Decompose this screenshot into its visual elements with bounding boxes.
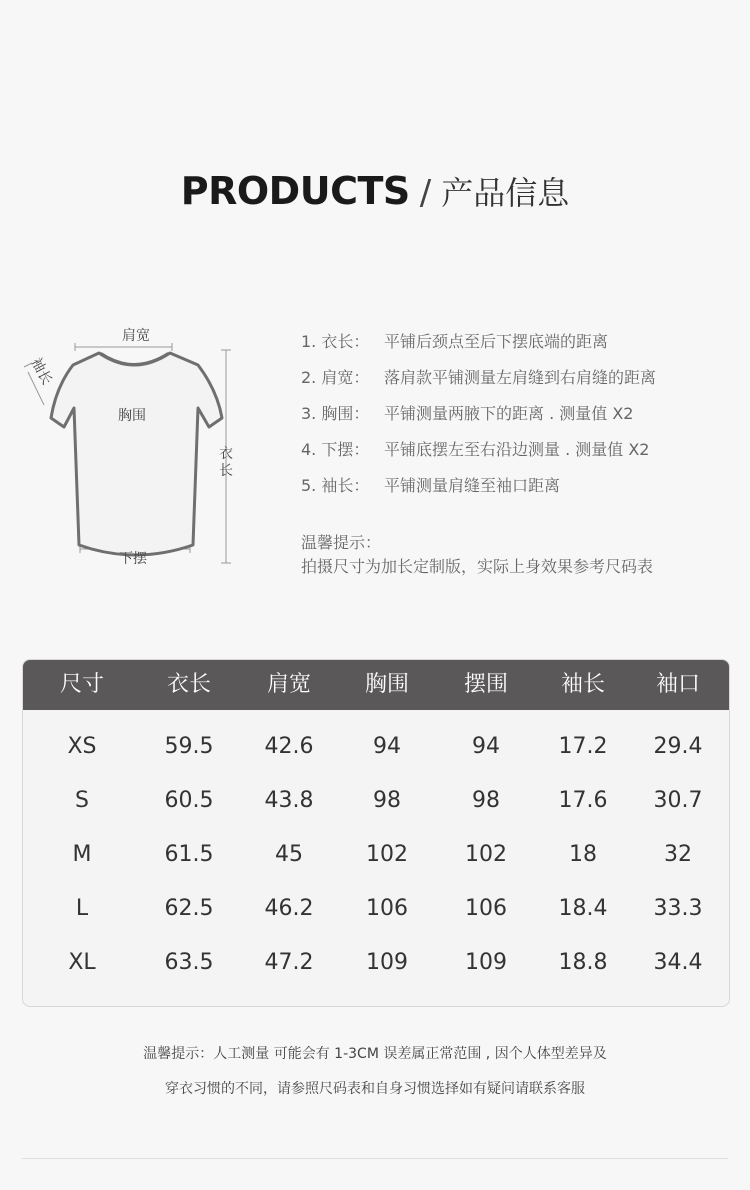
table-cell: 62.5 [164, 896, 214, 921]
table-cell: 94 [472, 734, 500, 759]
tips-text: 拍摄尺寸为加长定制版，实际上身效果参考尺码表 [301, 557, 654, 576]
footer-note-line-2: 穿衣习惯的不同，请参照尺码表和自身习惯选择如有疑问请联系客服 [165, 1081, 585, 1097]
table-cell: 109 [366, 950, 408, 975]
header-cell: 肩宽 [266, 672, 311, 697]
table-cell: 98 [373, 788, 401, 813]
table-cell: 17.6 [558, 788, 608, 813]
table-cell: 18.4 [558, 896, 608, 921]
table-cell: 59.5 [164, 734, 214, 759]
spec-item: 3. 胸围： 平铺测量两腋下的距离 . 测量值 X2 [301, 404, 634, 423]
table-cell: 32 [664, 842, 692, 867]
table-cell: 34.4 [653, 950, 703, 975]
table-cell: 109 [465, 950, 507, 975]
table-cell: 30.7 [653, 788, 703, 813]
spec-item: 5. 袖长： 平铺测量肩缝至袖口距离 [301, 476, 561, 495]
photo-tips [301, 531, 653, 579]
spec-item: 4. 下摆： 平铺底摆左至右沿边测量 . 测量值 X2 [301, 440, 650, 459]
sleeve-label: 袖长 [27, 355, 55, 388]
table-cell: 60.5 [164, 788, 214, 813]
table-cell: 47.2 [264, 950, 314, 975]
measurement-specs [301, 330, 656, 510]
title-english: PRODUCTS [180, 169, 410, 213]
tips-label: 温馨提示： [301, 533, 382, 552]
title-separator: / [419, 173, 432, 213]
header-cell: 尺寸 [59, 672, 104, 697]
table-body [23, 710, 729, 990]
table-row [23, 774, 729, 828]
header-cell: 衣长 [166, 672, 211, 697]
table-cell: 29.4 [653, 734, 703, 759]
table-cell: 98 [472, 788, 500, 813]
table-cell: 61.5 [164, 842, 214, 867]
size-table [22, 659, 730, 1007]
table-cell: 42.6 [264, 734, 314, 759]
table-cell: 45 [275, 842, 303, 867]
table-header [23, 660, 729, 710]
shoulder-label: 肩宽 [122, 328, 150, 344]
table-cell: 102 [366, 842, 408, 867]
table-cell: 94 [373, 734, 401, 759]
table-cell: 17.2 [558, 734, 608, 759]
length-label-1: 衣 [219, 446, 233, 462]
table-cell: XL [68, 950, 96, 975]
tshirt-diagram [22, 315, 242, 575]
chest-label: 胸围 [118, 408, 146, 424]
spec-item: 1. 衣长： 平铺后颈点至后下摆底端的距离 [301, 332, 609, 351]
table-cell: 43.8 [264, 788, 314, 813]
table-cell: 46.2 [264, 896, 314, 921]
header-cell: 袖口 [655, 672, 700, 697]
bottom-divider [22, 1158, 728, 1159]
table-cell: L [75, 896, 89, 921]
table-row [23, 828, 729, 882]
table-cell: 106 [366, 896, 408, 921]
table-cell: M [72, 842, 92, 867]
table-cell: 63.5 [164, 950, 214, 975]
table-row [23, 936, 729, 990]
table-cell: XS [67, 734, 97, 759]
table-cell: 33.3 [653, 896, 703, 921]
tshirt-outline-icon [22, 315, 242, 575]
table-cell: S [75, 788, 89, 813]
table-cell: 106 [465, 896, 507, 921]
spec-item: 2. 肩宽： 落肩款平铺测量左肩缝到右肩缝的距离 [301, 368, 657, 387]
table-row [23, 882, 729, 936]
length-label-2: 长 [219, 463, 233, 479]
table-cell: 102 [465, 842, 507, 867]
title-chinese: 产品信息 [441, 174, 570, 212]
header-cell: 胸围 [364, 672, 409, 697]
header-cell: 摆围 [463, 672, 508, 697]
hem-label: 下摆 [119, 551, 147, 567]
page-title [0, 168, 750, 214]
table-row [23, 720, 729, 774]
table-cell: 18.8 [558, 950, 608, 975]
table-cell: 18 [569, 842, 597, 867]
header-cell: 袖长 [560, 672, 605, 697]
footer-note-line-1: 温馨提示：人工测量 可能会有 1-3CM 误差属正常范围 , 因个人体型差异及 [143, 1046, 607, 1062]
